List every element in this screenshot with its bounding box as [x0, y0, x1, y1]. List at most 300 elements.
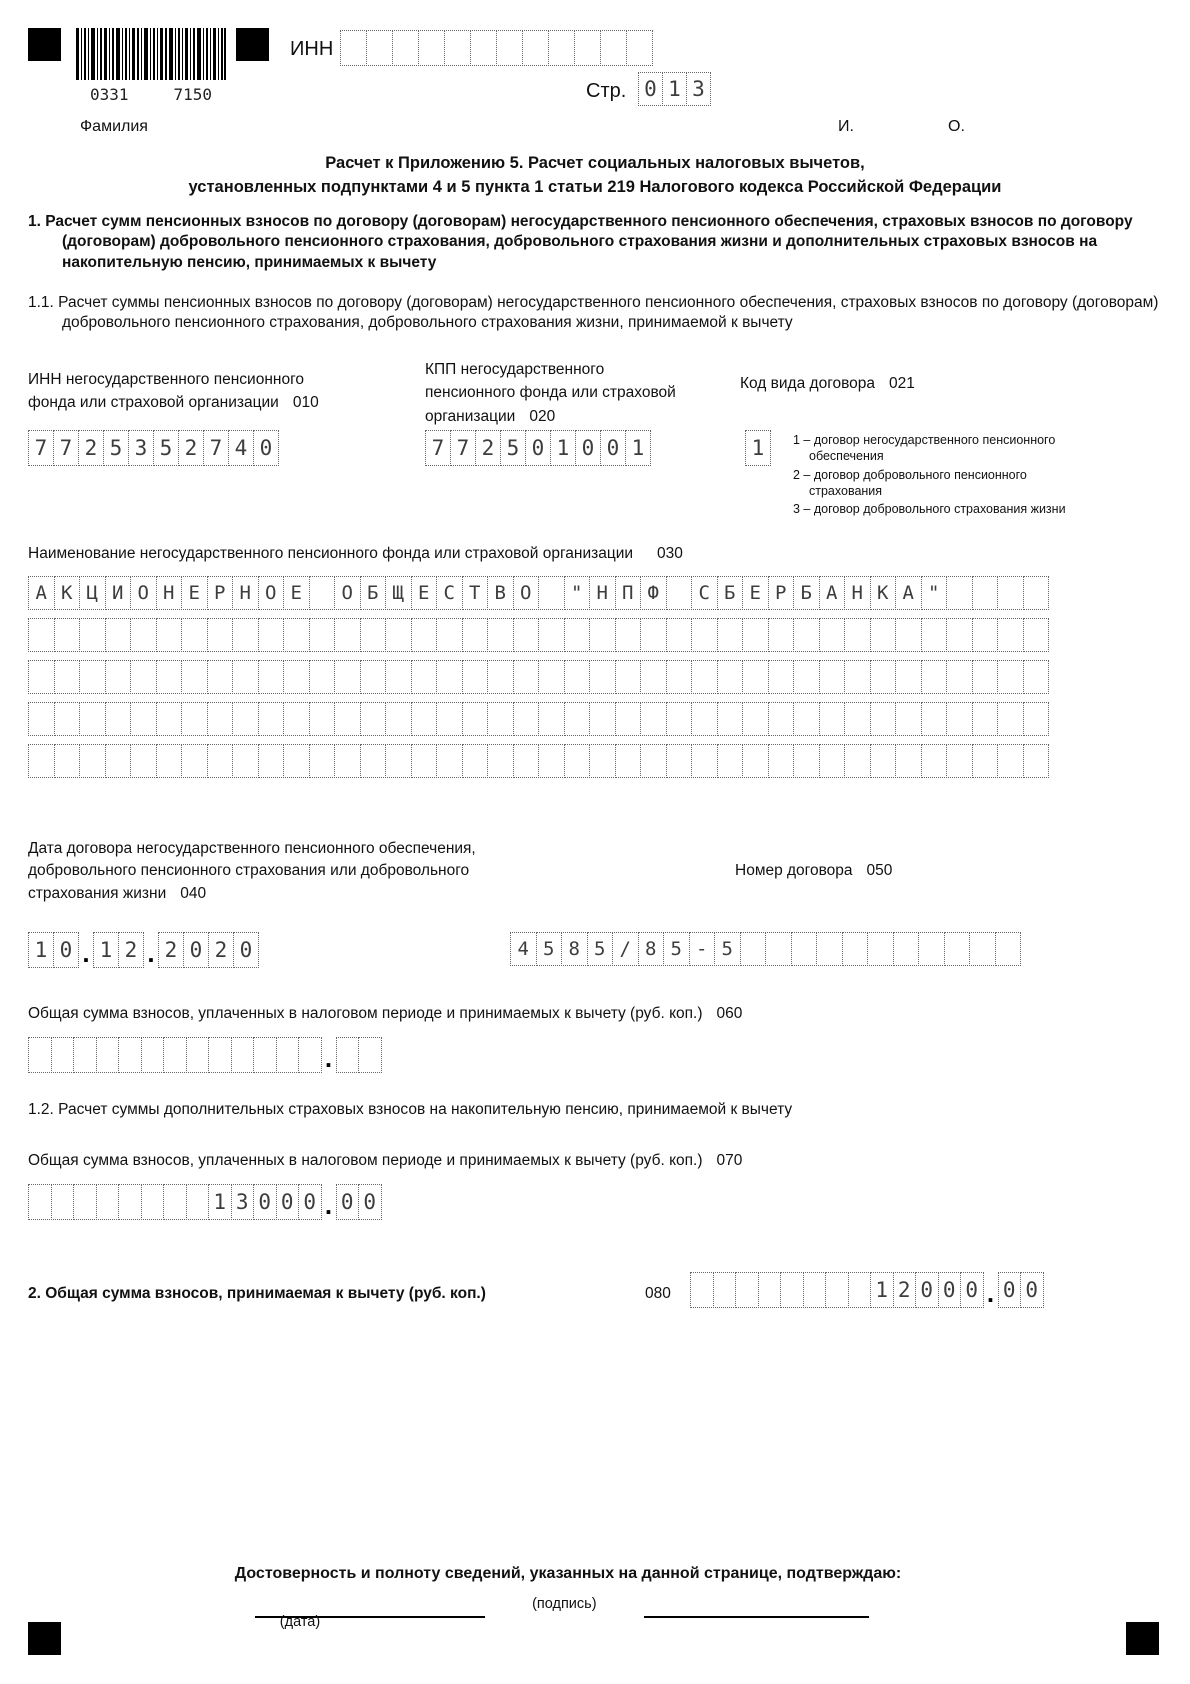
- registration-mark-bottom-left: [28, 1622, 61, 1655]
- form-cell: [768, 618, 795, 652]
- form-cell: [735, 1272, 759, 1308]
- form-cell: [825, 1272, 849, 1308]
- form-cell: Н: [844, 576, 871, 610]
- sum-080-kopeks: [998, 1272, 1044, 1308]
- signature-caption: (подпись): [532, 1596, 597, 1612]
- form-cell: [972, 744, 999, 778]
- form-cell: 1: [208, 1184, 232, 1220]
- form-cell: [181, 618, 208, 652]
- form-cell: [819, 744, 846, 778]
- form-cell: [470, 30, 497, 66]
- form-cell: 5: [536, 932, 563, 966]
- form-cell: [997, 744, 1024, 778]
- fund-name-row-2: [28, 618, 1049, 652]
- form-cell: 7: [28, 430, 54, 466]
- form-cell: [717, 618, 744, 652]
- form-cell: [972, 618, 999, 652]
- form-cell: [1023, 744, 1050, 778]
- form-cell: [436, 618, 463, 652]
- form-cell: [360, 618, 387, 652]
- decimal-separator-dot: .: [986, 1278, 995, 1308]
- form-cell: 0: [336, 1184, 360, 1220]
- form-cell: 2: [208, 932, 234, 968]
- contract-type-field: [745, 430, 771, 466]
- form-cell: [538, 576, 565, 610]
- kpp-fund-code: 020: [529, 407, 556, 425]
- form-cell: [462, 660, 489, 694]
- form-cell: К: [870, 576, 897, 610]
- form-cell: 7: [53, 430, 79, 466]
- form-cell: 2: [78, 430, 104, 466]
- barcode-bars: [76, 28, 226, 80]
- form-cell: [946, 702, 973, 736]
- registration-mark-top-second: [236, 28, 269, 61]
- form-cell: [51, 1037, 75, 1073]
- form-cell: [793, 744, 820, 778]
- form-cell: [207, 744, 234, 778]
- form-cell: Б: [717, 576, 744, 610]
- form-cell: [893, 932, 920, 966]
- form-cell: [666, 744, 693, 778]
- form-cell: [717, 744, 744, 778]
- form-cell: 0: [358, 1184, 382, 1220]
- form-cell: 0: [253, 430, 279, 466]
- form-cell: -: [689, 932, 716, 966]
- form-cell: [309, 576, 336, 610]
- form-cell: [758, 1272, 782, 1308]
- form-cell: [765, 932, 792, 966]
- form-cell: [334, 744, 361, 778]
- form-cell: 0: [525, 430, 551, 466]
- form-cell: [844, 660, 871, 694]
- form-cell: 1: [745, 430, 771, 466]
- form-cell: [163, 1037, 187, 1073]
- form-cell: 8: [638, 932, 665, 966]
- form-cell: [334, 702, 361, 736]
- initial-i-label: И.: [838, 118, 854, 135]
- form-cell: 2: [475, 430, 501, 466]
- form-cell: 0: [183, 932, 209, 968]
- form-cell: 2: [118, 932, 144, 968]
- form-cell: [742, 660, 769, 694]
- form-cell: [232, 618, 259, 652]
- form-cell: [96, 1184, 120, 1220]
- form-cell: [768, 744, 795, 778]
- form-title: [40, 152, 1150, 200]
- form-cell: [231, 1037, 255, 1073]
- form-cell: [717, 702, 744, 736]
- form-cell: [997, 660, 1024, 694]
- form-cell: [626, 30, 653, 66]
- form-cell: [666, 576, 693, 610]
- form-cell: [969, 932, 996, 966]
- fund-name-field: [28, 576, 1049, 786]
- sum-060-label: Общая сумма взносов, уплаченных в налоговом периоде и принимаемых к вычету (руб. коп.) 060: [28, 1005, 743, 1022]
- form-cell: [640, 660, 667, 694]
- form-cell: [309, 702, 336, 736]
- section-1-heading: 1. Расчет сумм пенсионных взносов по договору (договорам) негосударственного пенсионного обеспечения, страховых взносов по договору (договорам) добровольного пенсионного страхования, добровольного страхования жизни и дополнительных страховых взносов на накопительную пенсию, принимаемых к вычету: [28, 213, 1133, 271]
- form-cell: [283, 660, 310, 694]
- form-cell: [366, 30, 393, 66]
- form-cell: О: [513, 576, 540, 610]
- form-cell: ": [921, 576, 948, 610]
- form-cell: [207, 660, 234, 694]
- form-cell: [232, 702, 259, 736]
- form-cell: [156, 660, 183, 694]
- form-cell: [51, 1184, 75, 1220]
- form-cell: [972, 660, 999, 694]
- sum-070-label: Общая сумма взносов, уплаченных в налоговом периоде и принимаемых к вычету (руб. коп.) 070: [28, 1152, 743, 1169]
- form-cell: [181, 660, 208, 694]
- form-cell: 0: [276, 1184, 300, 1220]
- form-cell: [791, 932, 818, 966]
- form-cell: [1023, 702, 1050, 736]
- form-cell: [513, 744, 540, 778]
- form-cell: 2: [178, 430, 204, 466]
- form-cell: [1023, 618, 1050, 652]
- contract-date-month: [93, 932, 144, 968]
- form-cell: [819, 660, 846, 694]
- form-cell: [713, 1272, 737, 1308]
- form-cell: [589, 660, 616, 694]
- form-cell: [54, 702, 81, 736]
- form-cell: Е: [742, 576, 769, 610]
- form-cell: [921, 618, 948, 652]
- form-cell: [54, 744, 81, 778]
- form-cell: 2: [893, 1272, 917, 1308]
- form-cell: [742, 702, 769, 736]
- form-cell: [334, 660, 361, 694]
- form-cell: [691, 660, 718, 694]
- form-cell: [385, 702, 412, 736]
- form-cell: [666, 618, 693, 652]
- form-cell: [298, 1037, 322, 1073]
- form-cell: [768, 660, 795, 694]
- form-cell: [842, 932, 869, 966]
- form-cell: [918, 932, 945, 966]
- form-cell: Щ: [385, 576, 412, 610]
- form-cell: 2: [158, 932, 184, 968]
- form-cell: [819, 618, 846, 652]
- form-cell: [870, 618, 897, 652]
- form-cell: [232, 660, 259, 694]
- section-1-1-heading: 1.1. Расчет суммы пенсионных взносов по договору (договорам) негосударственного пенсионного обеспечения, страховых взносов по договору (договорам) добровольного пенсионного страхования, добровольного страхования жизни, принимаемой к вычету: [28, 294, 1159, 332]
- form-cell: [1023, 576, 1050, 610]
- form-cell: 0: [53, 932, 79, 968]
- form-cell: [28, 618, 55, 652]
- signature-block: [255, 1596, 955, 1636]
- form-cell: [768, 702, 795, 736]
- form-cell: [283, 744, 310, 778]
- form-cell: [54, 660, 81, 694]
- form-cell: [640, 702, 667, 736]
- form-cell: Н: [232, 576, 259, 610]
- form-cell: [208, 1037, 232, 1073]
- form-cell: 8: [561, 932, 588, 966]
- form-cell: [130, 744, 157, 778]
- form-cell: [283, 702, 310, 736]
- form-cell: [444, 30, 471, 66]
- form-cell: Е: [411, 576, 438, 610]
- barcode-number-right: 7150: [173, 85, 212, 104]
- contract-type-legend: [793, 432, 1093, 519]
- form-cell: Т: [462, 576, 489, 610]
- form-cell: [276, 1037, 300, 1073]
- form-cell: [258, 744, 285, 778]
- form-cell: А: [819, 576, 846, 610]
- form-title-line1: Расчет к Приложению 5. Расчет социальных налоговых вычетов,: [325, 154, 865, 172]
- date-separator-dot: .: [147, 938, 155, 968]
- form-cell: 3: [686, 72, 711, 106]
- form-cell: [793, 660, 820, 694]
- form-cell: [79, 618, 106, 652]
- page-number-field: [638, 72, 711, 106]
- form-cell: К: [54, 576, 81, 610]
- form-cell: [411, 744, 438, 778]
- form-cell: [28, 702, 55, 736]
- date-line: [644, 1616, 869, 1618]
- form-cell: [691, 744, 718, 778]
- form-cell: [972, 576, 999, 610]
- form-cell: [436, 660, 463, 694]
- form-cell: [615, 702, 642, 736]
- form-cell: [105, 618, 132, 652]
- form-cell: [574, 30, 601, 66]
- form-cell: 4: [510, 932, 537, 966]
- form-cell: /: [612, 932, 639, 966]
- form-cell: 1: [28, 932, 54, 968]
- form-cell: [538, 660, 565, 694]
- form-cell: [895, 618, 922, 652]
- form-cell: [666, 660, 693, 694]
- form-cell: [411, 618, 438, 652]
- legend-item-1: 1 – договор негосударственного пенсионного обеспечения: [793, 433, 1056, 464]
- form-cell: 4: [228, 430, 254, 466]
- form-cell: [28, 744, 55, 778]
- form-cell: 3: [231, 1184, 255, 1220]
- form-cell: [105, 702, 132, 736]
- decimal-separator-dot: .: [324, 1043, 333, 1073]
- form-cell: [895, 702, 922, 736]
- form-cell: [360, 744, 387, 778]
- form-cell: [73, 1037, 97, 1073]
- form-cell: [496, 30, 523, 66]
- sum-080-code: 080: [645, 1285, 671, 1302]
- form-cell: [462, 744, 489, 778]
- section-2-label: 2. Общая сумма взносов, принимаемая к вычету (руб. коп.): [28, 1285, 486, 1302]
- fund-name-row-5: [28, 744, 1049, 778]
- form-cell: 1: [550, 430, 576, 466]
- form-cell: [436, 744, 463, 778]
- form-cell: 5: [500, 430, 526, 466]
- form-cell: [360, 702, 387, 736]
- form-cell: 1: [662, 72, 687, 106]
- contract-number-code: 050: [866, 862, 893, 879]
- form-cell: [740, 932, 767, 966]
- form-cell: А: [895, 576, 922, 610]
- form-cell: 0: [960, 1272, 984, 1308]
- barcode-number-left: 0331: [90, 85, 129, 104]
- form-cell: [462, 618, 489, 652]
- form-cell: [360, 660, 387, 694]
- form-cell: [870, 702, 897, 736]
- section-1-2-heading: 1.2. Расчет суммы дополнительных страховых взносов на накопительную пенсию, принимаемой к вычету: [28, 1101, 793, 1118]
- contract-number-label: Номер договора 050: [735, 862, 893, 879]
- form-cell: [186, 1037, 210, 1073]
- fund-name-row-4: [28, 702, 1049, 736]
- form-cell: [780, 1272, 804, 1308]
- form-cell: [156, 618, 183, 652]
- contract-number-field: [510, 932, 1021, 966]
- contract-date-day: [28, 932, 79, 968]
- form-cell: 0: [1020, 1272, 1044, 1308]
- form-cell: 7: [425, 430, 451, 466]
- form-cell: И: [105, 576, 132, 610]
- form-cell: [258, 702, 285, 736]
- form-cell: [411, 702, 438, 736]
- contract-date-code: 040: [180, 884, 207, 902]
- fund-name-row-3: [28, 660, 1049, 694]
- form-cell: [848, 1272, 872, 1308]
- form-cell: [522, 30, 549, 66]
- sum-070-field: [28, 1184, 382, 1220]
- form-cell: [28, 1184, 52, 1220]
- form-cell: [1023, 660, 1050, 694]
- form-cell: [258, 660, 285, 694]
- form-cell: [156, 702, 183, 736]
- form-cell: [487, 618, 514, 652]
- form-cell: 1: [870, 1272, 894, 1308]
- form-cell: 0: [938, 1272, 962, 1308]
- fund-name-label: Наименование негосударственного пенсионного фонда или страховой организации 030: [28, 545, 683, 562]
- form-cell: [392, 30, 419, 66]
- page-number-label: Стр.: [586, 80, 627, 102]
- form-cell: [946, 660, 973, 694]
- form-cell: 5: [714, 932, 741, 966]
- contract-date-year: [158, 932, 259, 968]
- form-cell: [141, 1184, 165, 1220]
- form-cell: [870, 744, 897, 778]
- form-cell: [358, 1037, 382, 1073]
- form-cell: Е: [283, 576, 310, 610]
- form-cell: 5: [103, 430, 129, 466]
- form-cell: [615, 744, 642, 778]
- form-cell: [163, 1184, 187, 1220]
- form-cell: [118, 1184, 142, 1220]
- form-cell: [640, 744, 667, 778]
- form-cell: [548, 30, 575, 66]
- form-cell: [717, 660, 744, 694]
- form-cell: [487, 744, 514, 778]
- inn-fund-field: [28, 430, 279, 466]
- form-cell: 7: [203, 430, 229, 466]
- form-cell: [844, 618, 871, 652]
- inn-field: [340, 30, 653, 66]
- form-cell: [895, 744, 922, 778]
- form-cell: Ф: [640, 576, 667, 610]
- form-cell: [181, 744, 208, 778]
- form-cell: [997, 618, 1024, 652]
- initial-o-label: О.: [948, 118, 965, 135]
- form-cell: С: [436, 576, 463, 610]
- form-cell: [141, 1037, 165, 1073]
- form-cell: 1: [93, 932, 119, 968]
- form-cell: [28, 660, 55, 694]
- form-cell: [79, 744, 106, 778]
- form-cell: [513, 660, 540, 694]
- sum-070-code: 070: [716, 1152, 743, 1169]
- form-cell: 5: [153, 430, 179, 466]
- sum-080-rubles: [690, 1272, 984, 1308]
- form-cell: [538, 702, 565, 736]
- form-cell: 0: [998, 1272, 1022, 1308]
- form-cell: 0: [298, 1184, 322, 1220]
- form-cell: Р: [768, 576, 795, 610]
- form-cell: 3: [128, 430, 154, 466]
- form-cell: 0: [638, 72, 663, 106]
- confirmation-statement: Достоверность и полноту сведений, указанных на данной странице, подтверждаю:: [234, 1565, 902, 1582]
- registration-mark-bottom-right: [1126, 1622, 1159, 1655]
- form-cell: [181, 702, 208, 736]
- form-cell: [615, 660, 642, 694]
- form-cell: [411, 660, 438, 694]
- form-cell: [54, 618, 81, 652]
- sum-060-code: 060: [716, 1005, 743, 1022]
- surname-label: Фамилия: [80, 118, 148, 135]
- form-cell: [921, 702, 948, 736]
- form-title-line2: установленных подпунктами 4 и 5 пункта 1 статьи 219 Налогового кодекса Российской Федерации: [188, 177, 1002, 196]
- form-cell: [615, 618, 642, 652]
- form-cell: [589, 618, 616, 652]
- form-cell: [972, 702, 999, 736]
- form-cell: [564, 744, 591, 778]
- form-cell: [156, 744, 183, 778]
- contract-date-label: Дата договора негосударственного пенсионного обеспечения, добровольного пенсионного страхования или добровольного страхования жизни 040: [28, 840, 476, 902]
- fund-name-code: 030: [657, 545, 683, 562]
- sum-070-kopeks: [336, 1184, 382, 1220]
- form-cell: [946, 618, 973, 652]
- legend-item-2: 2 – договор добровольного пенсионного страхования: [793, 467, 1027, 498]
- form-cell: П: [615, 576, 642, 610]
- form-cell: [895, 660, 922, 694]
- form-cell: [436, 702, 463, 736]
- fund-name-row-1: [28, 576, 1049, 610]
- form-cell: [819, 702, 846, 736]
- kpp-fund-label: КПП негосударственного пенсионного фонда или страховой организации 020: [425, 361, 676, 425]
- form-cell: 5: [663, 932, 690, 966]
- barcode: [76, 28, 226, 104]
- form-cell: [691, 618, 718, 652]
- decimal-separator-dot: .: [324, 1190, 333, 1220]
- sum-080-field: [690, 1272, 1044, 1308]
- sum-060-field: [28, 1037, 382, 1073]
- form-cell: [118, 1037, 142, 1073]
- sum-060-rubles: [28, 1037, 322, 1073]
- form-cell: [309, 660, 336, 694]
- form-cell: [207, 702, 234, 736]
- form-cell: [340, 30, 367, 66]
- form-cell: [186, 1184, 210, 1220]
- form-cell: [538, 618, 565, 652]
- form-cell: [385, 744, 412, 778]
- form-cell: [803, 1272, 827, 1308]
- form-cell: Б: [793, 576, 820, 610]
- form-cell: [28, 1037, 52, 1073]
- form-cell: ": [564, 576, 591, 610]
- form-cell: [921, 744, 948, 778]
- form-cell: [564, 702, 591, 736]
- contract-date-field: [28, 932, 259, 968]
